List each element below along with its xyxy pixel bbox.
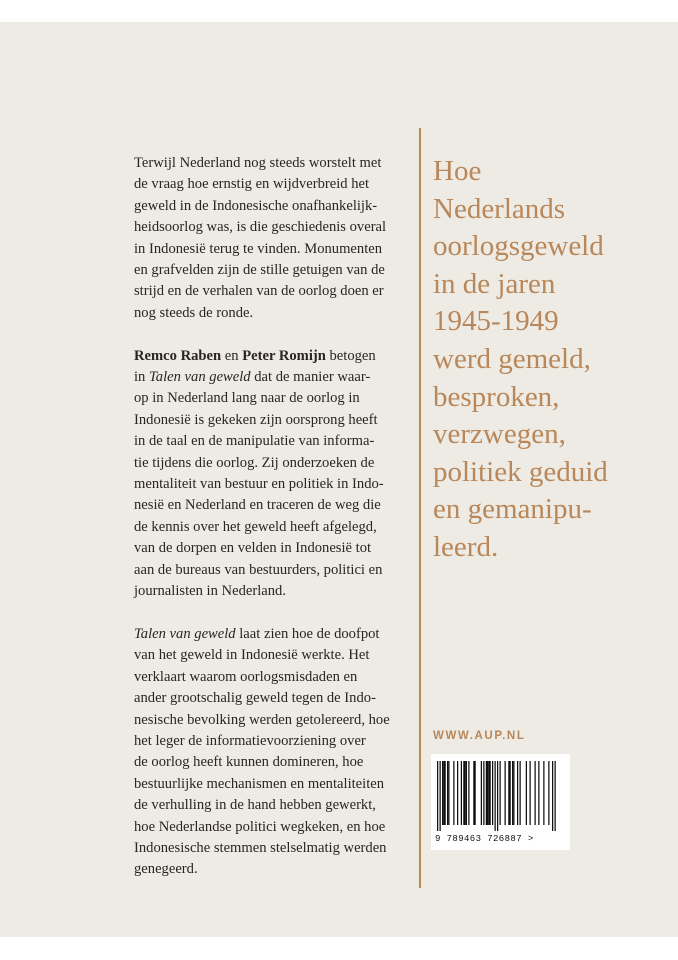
text-line: van de dorpen en velden in Indonesië tot (134, 540, 372, 557)
barcode-bar (555, 761, 556, 831)
text-span: in (134, 369, 149, 386)
barcode-bar (492, 761, 493, 825)
publisher-url[interactable]: WWW.AUP.NL (433, 730, 526, 742)
barcode-bar (473, 761, 474, 825)
barcode-bar (445, 761, 446, 825)
barcode-bar (488, 761, 489, 825)
barcode-digits: 9 789463 726887 > (435, 834, 534, 844)
text-span: betogen (325, 347, 376, 364)
tagline-line: besproken, (433, 380, 560, 413)
tagline-line: werd gemeld, (433, 342, 591, 375)
back-cover (0, 22, 678, 937)
text-line: genegeerd. (134, 861, 198, 878)
barcode-bar (487, 761, 488, 825)
barcode-bar (510, 761, 511, 825)
barcode-bar (526, 761, 527, 825)
text-line: de kennis over het geweld heeft afgelegd, (134, 518, 377, 535)
tagline-line: leerd. (433, 530, 499, 563)
barcode-bar (535, 761, 536, 825)
text-line: en grafvelden zijn de stille getuigen van de (134, 262, 385, 279)
text-span: en (221, 347, 243, 364)
blurb-text (134, 153, 416, 902)
text-line: bestuurlijke mechanismen en mentaliteiten (134, 775, 385, 792)
tagline-line: Nederlands (433, 192, 566, 225)
barcode-bar (543, 761, 544, 825)
barcode-bar (443, 761, 444, 825)
text-line (134, 367, 416, 388)
text-span: laat zien hoe de doofpot (235, 625, 380, 642)
barcode-bar (530, 761, 531, 825)
barcode-bar (461, 761, 462, 825)
barcode-bar (481, 761, 482, 825)
tagline-line: politiek geduid (433, 455, 608, 488)
tagline-line: oorlogsgeweld (433, 230, 604, 263)
text-line: geweld in de Indonesische onafhankelijk- (134, 197, 378, 214)
barcode-bar (497, 761, 498, 831)
text-line: tie tijdens die oorlog. Zij onderzoeken de (134, 454, 375, 471)
barcode-bar (465, 761, 466, 825)
barcode-bar (468, 761, 469, 825)
text-line: journalisten in Nederland. (134, 583, 286, 600)
tagline-line: verzwegen, (433, 418, 566, 451)
barcode-bar (538, 761, 539, 825)
author-name: Peter Romijn (242, 347, 326, 364)
text-span: dat de manier waar- (250, 369, 371, 386)
barcode-bar (552, 761, 553, 831)
tagline-line: en gemanipu- (433, 493, 592, 526)
tagline-line: 1945-1949 (433, 305, 559, 338)
text-line: aan de bureaus van bestuurders, politici en (134, 561, 383, 578)
barcode-bar (512, 761, 513, 825)
barcode-bar (447, 761, 448, 825)
text-line: Indonesië is gekeken zijn oorsprong heeft (134, 411, 378, 428)
barcode-bar (490, 761, 491, 825)
barcode-bar (475, 761, 476, 825)
text-line: in de taal en de manipulatie van informa- (134, 433, 375, 450)
text-line: de vraag hoe ernstig en wijdverbreid het (134, 176, 370, 193)
tagline-line: Hoe (433, 155, 482, 187)
barcode-bar (495, 761, 496, 831)
barcode-bar (442, 761, 443, 825)
text-line (134, 624, 416, 645)
vertical-divider (419, 128, 421, 888)
book-title: Talen van geweld (149, 369, 251, 386)
author-name: Remco Raben (134, 347, 222, 364)
barcode-bar (486, 761, 487, 825)
text-line: ander grootschalig geweld tegen de Indo- (134, 690, 376, 707)
tagline (433, 153, 673, 567)
text-line: Terwijl Nederland nog steeds worstelt met (134, 155, 382, 171)
barcode-bar (513, 761, 514, 825)
barcode-bar (457, 761, 458, 825)
text-line: nesische bevolking werden getolereerd, hoe (134, 711, 390, 728)
blurb-paragraph-2 (134, 346, 416, 603)
barcode-bar (440, 761, 441, 831)
blurb-paragraph-1 (134, 153, 416, 324)
barcode-bar (466, 761, 467, 825)
text-line: nog steeds de ronde. (134, 304, 254, 321)
text-line: nesië en Nederland en traceren de weg die (134, 497, 381, 514)
barcode-bar (508, 761, 509, 825)
text-line: in Indonesië terug te vinden. Monumenten (134, 240, 383, 257)
barcode-bar (453, 761, 454, 825)
barcode-bar (517, 761, 518, 825)
book-title: Talen van geweld (134, 625, 236, 642)
text-line: het leger de informatievoorziening over (134, 732, 366, 749)
text-line: de verhulling in de hand hebben gewerkt, (134, 797, 376, 814)
barcode-bar (500, 761, 501, 825)
text-line: heidsoorlog was, is die geschiedenis overal (134, 219, 387, 236)
text-line: verklaart waarom oorlogsmisdaden en (134, 668, 358, 685)
barcode-bar (483, 761, 484, 825)
text-line: op in Nederland lang naar de oorlog in (134, 390, 360, 407)
text-line: de oorlog heeft kunnen domineren, hoe (134, 754, 364, 771)
barcode-bar (548, 761, 549, 825)
tagline-line: in de jaren (433, 267, 556, 300)
text-line: hoe Nederlandse politici wegkeken, en hoe (134, 818, 386, 835)
barcode-bar (505, 761, 506, 825)
barcode (431, 754, 570, 850)
text-line: van het geweld in Indonesië werkte. Het (134, 647, 370, 664)
text-line: Indonesische stemmen stelselmatig werden (134, 839, 387, 856)
barcode-bar (520, 761, 521, 825)
barcode-bar (448, 761, 449, 825)
text-line: strijd en de verhalen van de oorlog doen er (134, 283, 384, 300)
barcode-bar (437, 761, 438, 831)
text-line (134, 346, 416, 367)
text-line: mentaliteit van bestuur en politiek in Indo- (134, 476, 384, 493)
blurb-paragraph-3 (134, 624, 416, 881)
barcode-bar (463, 761, 464, 825)
barcode-bars (437, 761, 564, 831)
